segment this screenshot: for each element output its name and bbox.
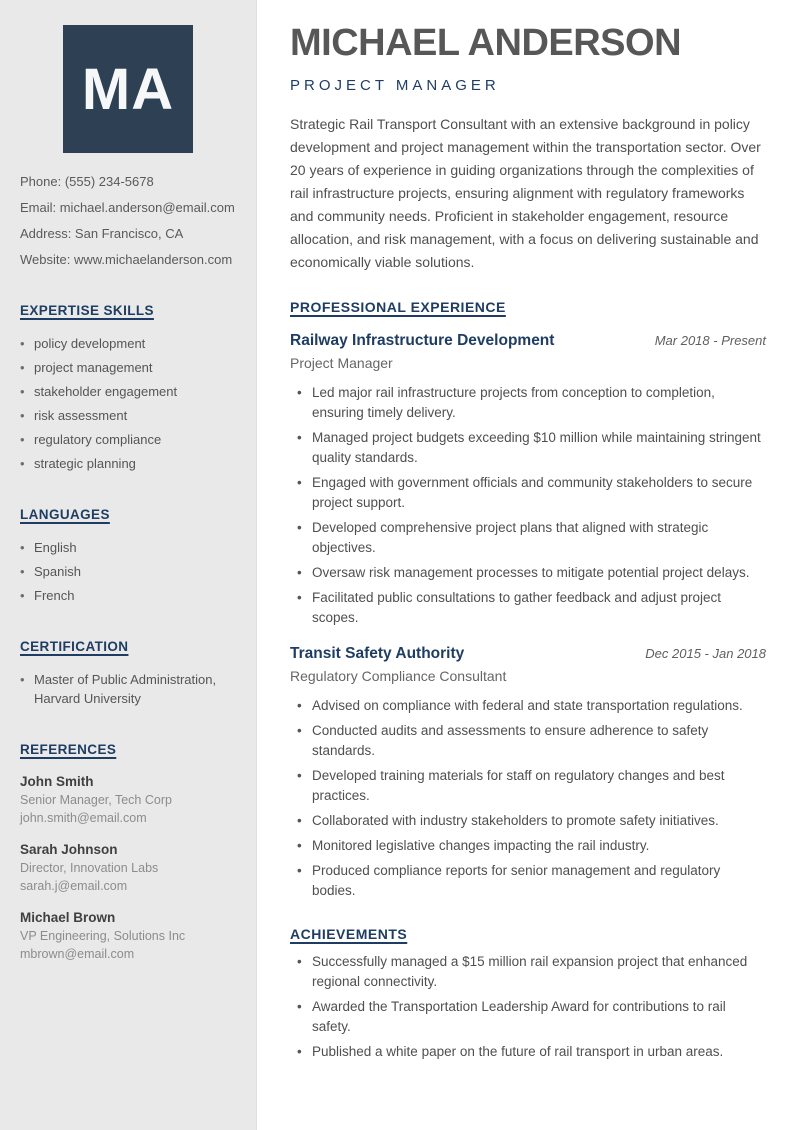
certification-list xyxy=(20,670,242,708)
monogram-initials: MA xyxy=(81,56,175,122)
references-heading: REFERENCES xyxy=(20,742,117,757)
reference-title: Director, Innovation Labs xyxy=(20,861,159,875)
job-role: Regulatory Compliance Consultant xyxy=(290,667,507,684)
reference-name: Sarah Johnson xyxy=(20,842,118,857)
contact-website: Website: www.michaelanderson.com xyxy=(20,252,233,267)
job-role: Project Manager xyxy=(290,354,393,371)
experience-heading: PROFESSIONAL EXPERIENCE xyxy=(290,298,506,315)
job-bullet: • Conducted audits and assessments to ensure adherence to safety standards. xyxy=(290,721,766,761)
job-bullet: • Facilitated public consultations to gather feedback and adjust project scopes. xyxy=(290,588,766,628)
job-bullet: • Produced compliance reports for senior management and regulatory bodies. xyxy=(290,861,766,901)
contact-email: Email: michael.anderson@email.com xyxy=(20,200,235,215)
job-dates: Mar 2018 - Present xyxy=(654,332,766,348)
achievement-bullet: • Published a white paper on the future of rail transport in urban areas. xyxy=(290,1042,766,1062)
job-bullet-list xyxy=(290,696,766,901)
job-company: Transit Safety Authority xyxy=(290,644,465,662)
skill-item: • project management xyxy=(20,358,242,377)
job-bullet: • Led major rail infrastructure projects from conception to completion, ensuring timely delivery. xyxy=(290,383,766,423)
job-dates: Dec 2015 - Jan 2018 xyxy=(645,645,766,661)
skill-item: • stakeholder engagement xyxy=(20,382,242,401)
person-job-title: PROJECT MANAGER xyxy=(290,76,500,94)
achievement-bullet: • Successfully managed a $15 million rail expansion project that enhanced regional connectivity. xyxy=(290,952,766,992)
job-company: Railway Infrastructure Development xyxy=(290,331,555,349)
achievement-bullet: • Awarded the Transportation Leadership Award for contributions to rail safety. xyxy=(290,997,766,1037)
job-entry-1 xyxy=(290,332,766,628)
job-entry-2 xyxy=(290,645,766,901)
reference-email: mbrown@email.com xyxy=(20,947,135,961)
reference-title: VP Engineering, Solutions Inc xyxy=(20,929,186,943)
reference-name: Michael Brown xyxy=(20,910,116,925)
job-header xyxy=(290,332,766,350)
languages-list xyxy=(20,538,242,605)
job-bullet-list xyxy=(290,383,766,628)
skill-item: • policy development xyxy=(20,334,242,353)
contact-block xyxy=(0,173,256,269)
person-name: MICHAEL ANDERSON xyxy=(290,22,682,64)
language-item: • Spanish xyxy=(20,562,242,581)
reference-email: john.smith@email.com xyxy=(20,811,147,825)
job-header xyxy=(290,645,766,663)
achievements-list xyxy=(290,952,766,1062)
job-bullet: • Developed training materials for staff on regulatory changes and best practices. xyxy=(290,766,766,806)
reference-title: Senior Manager, Tech Corp xyxy=(20,793,172,807)
language-item: • French xyxy=(20,586,242,605)
skill-item: • regulatory compliance xyxy=(20,430,242,449)
monogram-badge xyxy=(63,25,193,153)
job-bullet: • Managed project budgets exceeding $10 million while maintaining stringent quality standards. xyxy=(290,428,766,468)
job-bullet: • Monitored legislative changes impacting the rail industry. xyxy=(290,836,766,856)
language-item: • English xyxy=(20,538,242,557)
job-bullet: • Engaged with government officials and community stakeholders to secure project support. xyxy=(290,473,766,513)
achievements-block xyxy=(290,952,766,1062)
job-bullet: • Advised on compliance with federal and state transportation regulations. xyxy=(290,696,766,716)
reference-email: sarah.j@email.com xyxy=(20,879,128,893)
job-bullet: • Collaborated with industry stakeholders to promote safety initiatives. xyxy=(290,811,766,831)
certification-item: • Master of Public Administration, Harvard University xyxy=(20,670,242,708)
reference-entry xyxy=(20,773,242,827)
languages-heading: LANGUAGES xyxy=(20,507,110,522)
reference-entry xyxy=(20,909,242,963)
reference-name: John Smith xyxy=(20,774,94,789)
skills-heading: EXPERTISE SKILLS xyxy=(20,303,154,318)
job-bullet: • Oversaw risk management processes to mitigate potential project delays. xyxy=(290,563,766,583)
reference-entry xyxy=(20,841,242,895)
certification-heading: CERTIFICATION xyxy=(20,639,129,654)
summary-paragraph: Strategic Rail Transport Consultant with an extensive background in policy development and project management within the transportation sector. Over 20 years of experience in guiding organizations through the complexities of rail infrastructure projects, ensuring alignment with regulatory frameworks and community needs. Proficient in stakeholder engagement, resource allocation, and risk management, with a focus on delivering sustainable and economically viable solutions. xyxy=(290,115,761,270)
references-list xyxy=(20,773,242,963)
achievements-heading: ACHIEVEMENTS xyxy=(290,925,408,942)
skill-item: • strategic planning xyxy=(20,454,242,473)
contact-phone: Phone: (555) 234-5678 xyxy=(20,174,154,189)
skills-list xyxy=(20,334,242,473)
job-bullet: • Developed comprehensive project plans that aligned with strategic objectives. xyxy=(290,518,766,558)
contact-address: Address: San Francisco, CA xyxy=(20,226,184,241)
main-content xyxy=(257,0,800,1130)
skill-item: • risk assessment xyxy=(20,406,242,425)
sidebar xyxy=(0,0,257,1130)
